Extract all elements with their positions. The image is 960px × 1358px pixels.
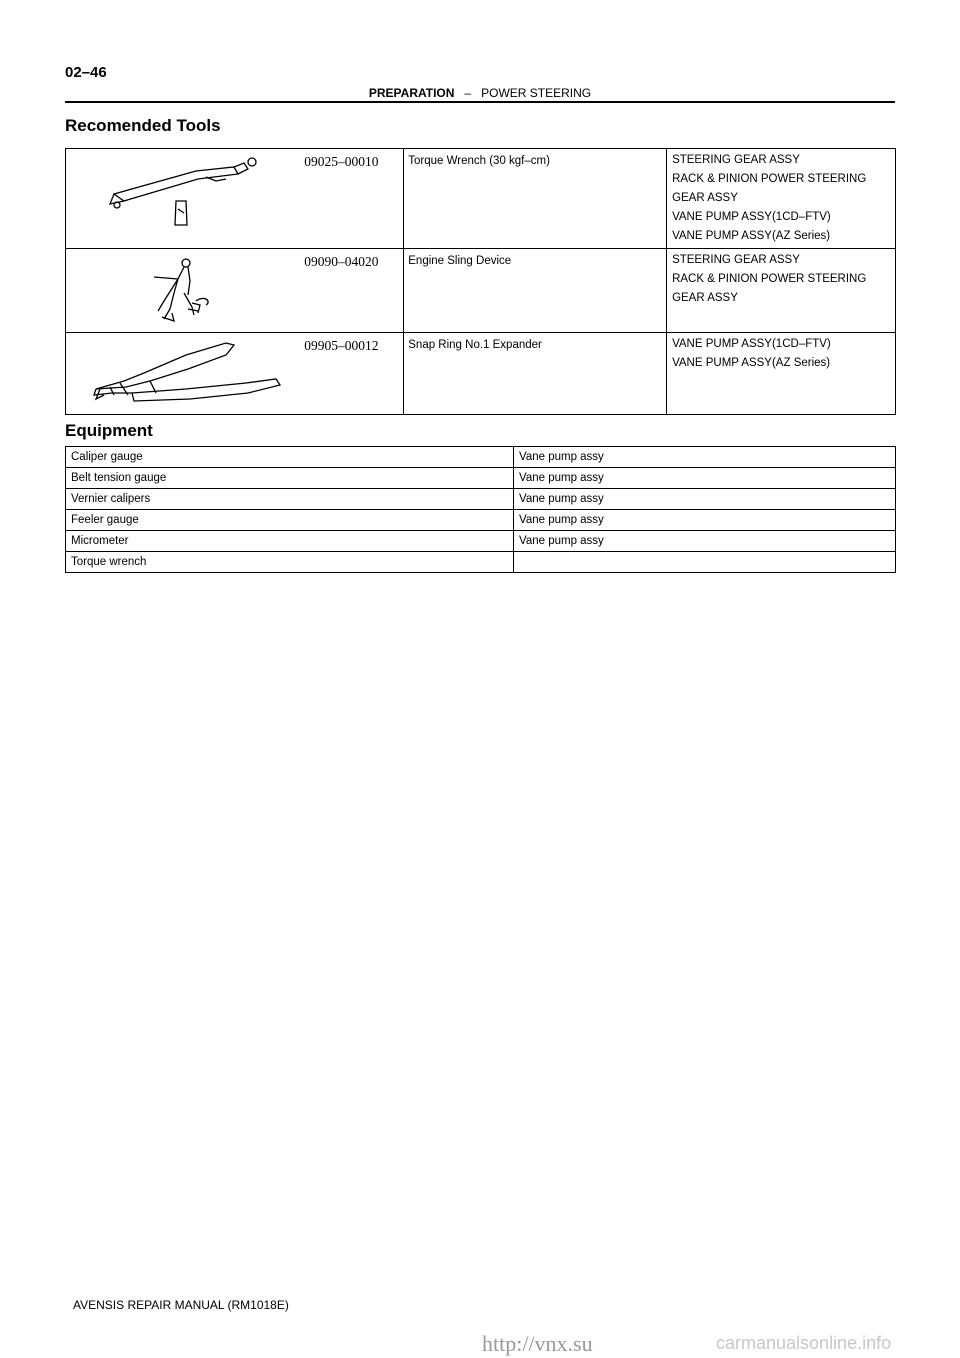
equipment-name: Vernier calipers (66, 489, 514, 510)
tool-row (66, 149, 896, 249)
table-row (66, 552, 896, 573)
part-number: 09025–00010 (304, 154, 379, 169)
table-row (66, 468, 896, 489)
watermark-site: carmanualsonline.info (716, 1333, 892, 1353)
page-number: 02–46 (65, 64, 107, 81)
application-line: RACK & PINION POWER STEERING (672, 273, 867, 285)
application-line: VANE PUMP ASSY(AZ Series) (672, 357, 831, 369)
equipment-application: Vane pump assy (514, 489, 896, 510)
equipment-table (65, 446, 896, 573)
section-title: PREPARATION (368, 86, 455, 100)
application-line: VANE PUMP ASSY(1CD–FTV) (672, 211, 831, 223)
equipment-name: Torque wrench (66, 552, 514, 573)
part-number: 09090–04020 (304, 254, 379, 269)
equipment-application: Vane pump assy (514, 468, 896, 489)
tool-description: Torque Wrench (30 kgf–cm) (408, 155, 550, 167)
tool-row (66, 333, 896, 415)
recommended-tools-table (65, 148, 896, 415)
equipment-name: Belt tension gauge (66, 468, 514, 489)
equipment-application: Vane pump assy (514, 447, 896, 468)
table-row (66, 447, 896, 468)
table-row (66, 489, 896, 510)
tool-application-cell (667, 333, 896, 415)
equipment-application: Vane pump assy (514, 531, 896, 552)
application-line: GEAR ASSY (672, 292, 738, 304)
footer-manual-title: AVENSIS REPAIR MANUAL (RM1018E) (73, 1298, 289, 1312)
tool-row (66, 249, 896, 333)
table-row (66, 510, 896, 531)
recommended-tools-heading: Recomended Tools (65, 116, 221, 135)
running-header (0, 86, 960, 100)
table-row (66, 531, 896, 552)
tool-description: Snap Ring No.1 Expander (408, 339, 542, 351)
application-line: STEERING GEAR ASSY (672, 154, 800, 166)
application-line: GEAR ASSY (672, 192, 738, 204)
tool-part-cell (304, 149, 667, 249)
part-number: 09905–00012 (304, 338, 379, 353)
application-line: VANE PUMP ASSY(1CD–FTV) (672, 338, 831, 350)
equipment-name: Feeler gauge (66, 510, 514, 531)
equipment-name: Micrometer (66, 531, 514, 552)
application-line: STEERING GEAR ASSY (672, 254, 800, 266)
watermark-link[interactable]: http://vnx.su (482, 1331, 593, 1356)
header-rule (65, 101, 895, 103)
equipment-application (514, 552, 896, 573)
equipment-application: Vane pump assy (514, 510, 896, 531)
tool-part-cell (304, 333, 667, 415)
tool-application-cell (667, 249, 896, 333)
equipment-name: Caliper gauge (66, 447, 514, 468)
tool-description: Engine Sling Device (408, 255, 512, 267)
application-line: VANE PUMP ASSY(AZ Series) (672, 230, 831, 242)
application-line: RACK & PINION POWER STEERING (672, 173, 867, 185)
header-dash: – (464, 86, 472, 100)
tool-part-cell (304, 249, 667, 333)
equipment-heading: Equipment (65, 421, 153, 440)
subsection-title: POWER STEERING (481, 86, 592, 100)
tool-application-cell (667, 149, 896, 249)
